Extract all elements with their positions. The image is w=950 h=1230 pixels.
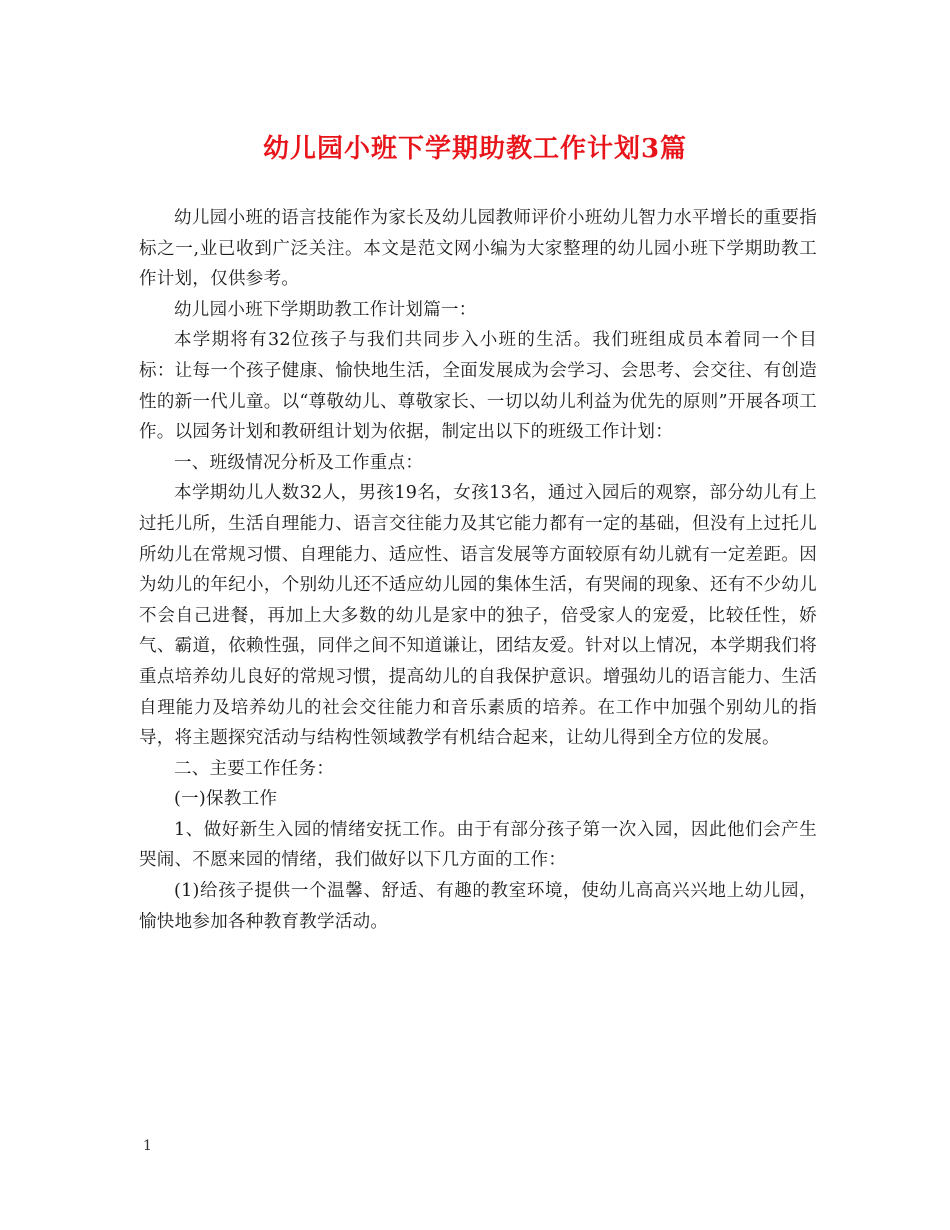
document-title: 幼儿园小班下学期助教工作计划3篇 xyxy=(262,134,688,164)
section-heading-class-analysis: 一、班级情况分析及工作重点： xyxy=(174,452,424,473)
document-body xyxy=(139,203,817,937)
section-heading-plan-one: 幼儿园小班下学期助教工作计划篇一： xyxy=(174,299,477,320)
intro-paragraph: 幼儿园小班的语言技能作为家长及幼儿园教师评价小班幼儿智力水平增长的重要指标之一,业已收到广泛关注。本文是范文网小编为大家整理的幼儿园小班下学期助教工作计划，仅供参考。 xyxy=(139,208,817,290)
class-analysis-paragraph: 本学期幼儿人数32人，男孩19名，女孩13名，通过入园后的观察，部分幼儿有上过托儿所，生活自理能力、语言交往能力及其它能力都有一定的基础，但没有上过托儿所幼儿在常规习惯、自理能力、适应性、语言发展等方面较原有幼儿就有一定差距。因为幼儿的年纪小，个别幼儿还不适应幼儿园的集体生活，有哭闹的现象、还有不少幼儿不会自己进餐，再加上大多数的幼儿是家中的独子，倍受家人的宠爱，比较任性，娇气、霸道，依赖性强，同伴之间不知道谦让，团结友爱。针对以上情况，本学期我们将重点培养幼儿良好的常规习惯，提高幼儿的自我保护意识。增强幼儿的语言能力、生活自理能力及培养幼儿的社会交往能力和音乐素质的培养。在工作中加强个别幼儿的指导，将主题探究活动与结构性领域教学有机结合起来，让幼儿得到全方位的发展。 xyxy=(139,483,817,749)
plan-goal-paragraph: 本学期将有32位孩子与我们共同步入小班的生活。我们班组成员本着同一个目标：让每一个孩子健康、愉快地生活，全面发展成为会学习、会思考、会交往、有创造性的新一代儿童。以“尊敬幼儿、尊敬家长、一切以幼儿利益为优先的原则”开展各项工作。以园务计划和教研组计划为依据，制定出以下的班级工作计划： xyxy=(139,330,817,443)
task-subitem-paragraph: (1)给孩子提供一个温馨、舒适、有趣的教室环境，使幼儿高高兴兴地上幼儿园，愉快地参加各种教育教学活动。 xyxy=(139,881,817,932)
subsection-heading-care-education: (一)保教工作 xyxy=(174,789,278,810)
page-number: 1 xyxy=(143,1138,152,1154)
task-item-paragraph: 1、做好新生入园的情绪安抚工作。由于有部分孩子第一次入园，因此他们会产生哭闹、不愿来园的情绪，我们做好以下几方面的工作： xyxy=(139,819,817,871)
section-heading-main-tasks: 二、主要工作任务： xyxy=(174,758,335,779)
